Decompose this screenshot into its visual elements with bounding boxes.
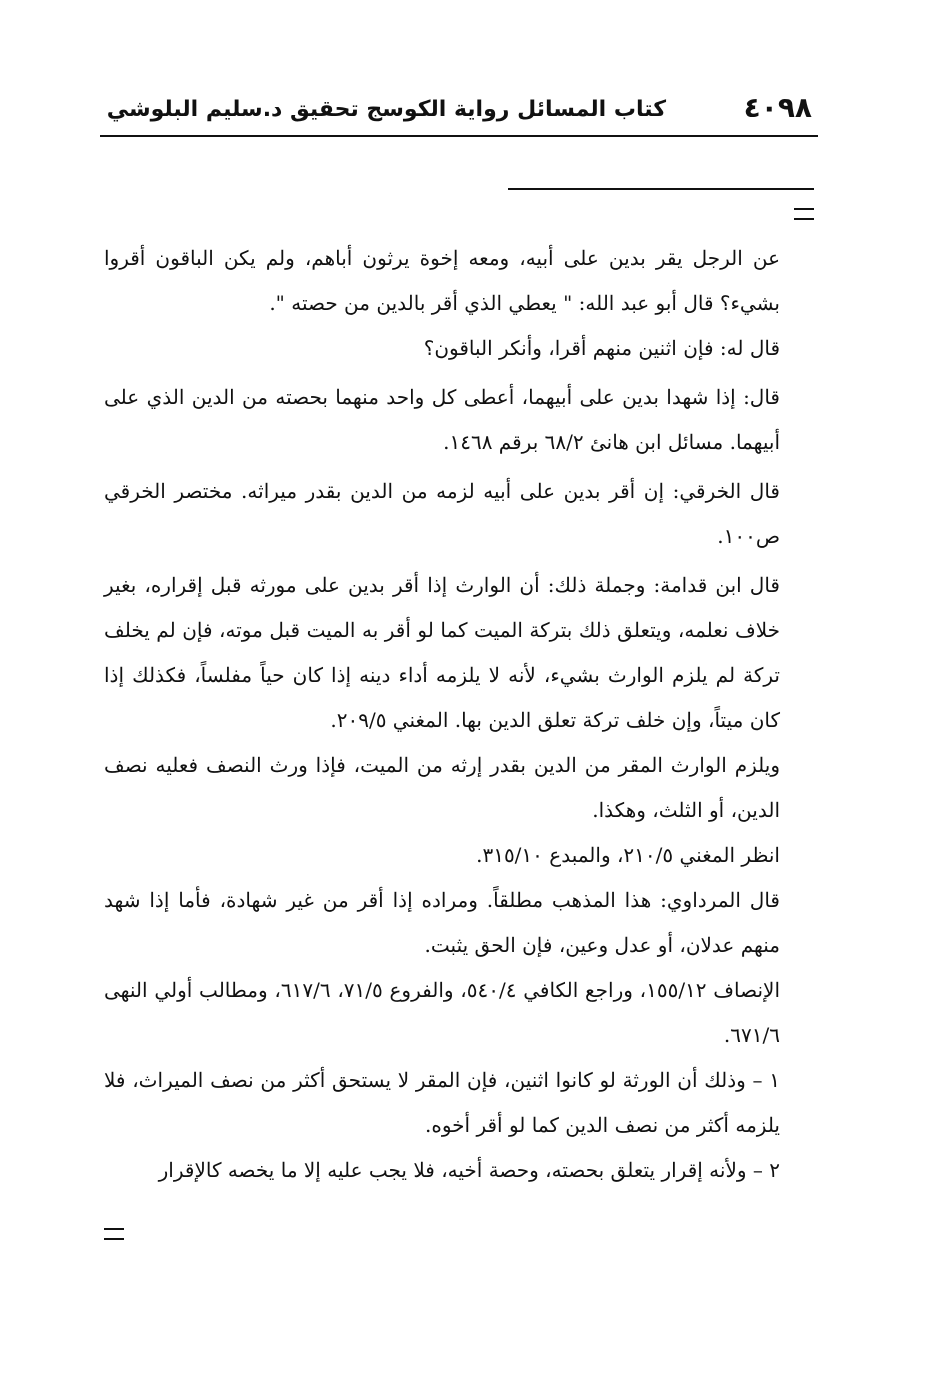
footnote-paragraph: قال الخرقي: إن أقر بدين على أبيه لزمه من الدين بقدر ميراثه. مختصر الخرقي ص١٠٠. — [104, 479, 780, 548]
footnote-paragraph: قال المرداوي: هذا المذهب مطلقاً. ومراده إذا أقر من غير شهادة، فأما إذا شهد منهم عدلان، أو عدل وعين، فإن الحق يثبت. — [104, 888, 780, 957]
footnote-text — [104, 236, 780, 1193]
footnote-paragraph: الإنصاف ١٥٥/١٢، وراجع الكافي ٥٤٠/٤، والفروع ٧١/٥، ٦١٧/٦، ومطالب أولي النهى ٦٧١/٦. — [104, 978, 780, 1047]
page-header — [100, 88, 816, 130]
footnote-paragraph: ٢ – ولأنه إقرار يتعلق بحصته، وحصة أخيه، فلا يجب عليه إلا ما يخصه كالإقرار — [158, 1158, 780, 1182]
footnote-paragraph: ويلزم الوارث المقر من الدين بقدر إرثه من الميت، فإذا ورث النصف فعليه نصف الدين، أو الثلث، وهكذا. — [104, 753, 780, 822]
continuation-mark-bottom — [104, 1228, 124, 1240]
running-title: كتاب المسائل رواية الكوسج تحقيق د.سليم البلوشي — [106, 97, 666, 122]
footnote-separator — [508, 188, 814, 190]
footnote-paragraph: ١ – وذلك أن الورثة لو كانوا اثنين، فإن المقر لا يستحق أكثر من نصف الميراث، فلا يلزمه أكثر من نصف الدين كما لو أقر أخوه. — [104, 1068, 780, 1137]
footnote-paragraph: قال له: فإن اثنين منهم أقرا، وأنكر الباقون؟ — [423, 336, 780, 360]
footnote-paragraph: قال: إذا شهدا بدين على أبيهما، أعطى كل واحد منهما بحصته من الدين الذي على أبيهما. مسائل ابن هانئ ٦٨/٢ برقم ١٤٦٨. — [104, 385, 780, 454]
header-rule — [100, 135, 818, 137]
continuation-mark-top — [794, 208, 814, 220]
footnote-paragraph: عن الرجل يقر بدين على أبيه، ومعه إخوة يرثون أباهم، ولم يكن الباقون أقروا بشيء؟ قال أبو عبد الله: " يعطي الذي أقر بالدين من حصته ". — [104, 246, 780, 315]
footnote-paragraph: قال ابن قدامة: وجملة ذلك: أن الوارث إذا أقر بدين على مورثه قبل إقراره، بغير خلاف نعلمه، ويتعلق ذلك بتركة الميت كما لو أقر به الميت قبل موته، فإن لم يخلف تركة لم يلزم الوارث بشيء، لأنه لا يلزمه أداء دينه إذا كان حياً مفلساً، فكذلك إذا كان ميتاً، وإن خلف تركة تعلق الدين بها. المغني ٢٠٩/٥. — [104, 573, 780, 732]
page-number: ٤٠٩٨ — [743, 91, 812, 124]
footnote-paragraph: انظر المغني ٢١٠/٥، والمبدع ٣١٥/١٠. — [476, 843, 780, 867]
